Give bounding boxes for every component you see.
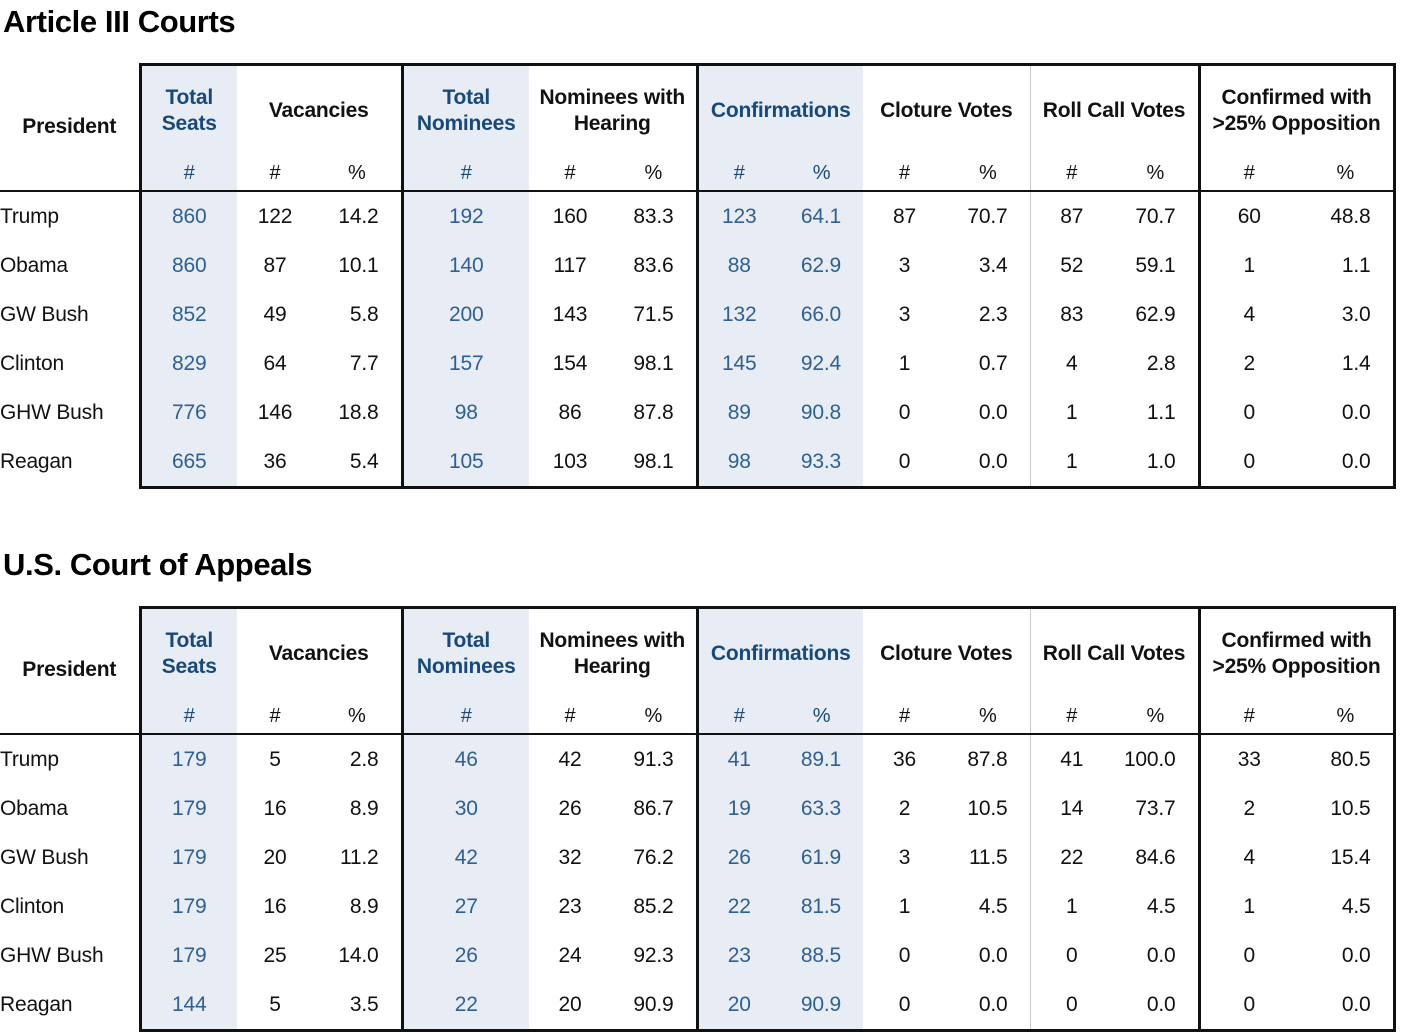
data-cell: 63.3 [780, 784, 863, 833]
data-cell: 0.0 [1298, 980, 1394, 1031]
president-name: Clinton [0, 351, 64, 375]
data-cell: 24 [558, 943, 582, 967]
data-cell: 86.7 [633, 796, 674, 820]
data-cell: 852 [140, 290, 237, 339]
count-subheader: # [1030, 156, 1113, 191]
president-name: GHW Bush [0, 943, 104, 967]
data-cell: 829 [140, 339, 237, 388]
count-subheader: # [140, 699, 237, 734]
count-subheader: # [1199, 699, 1298, 734]
percent-subheader: % [946, 156, 1030, 191]
data-cell: 87 [263, 253, 287, 277]
data-cell: 1 [1030, 388, 1113, 437]
percent-subheader: % [946, 699, 1030, 734]
data-cell: 83 [1030, 290, 1113, 339]
data-cell: 98 [697, 437, 780, 488]
data-cell: 92.4 [780, 339, 863, 388]
table-row [0, 833, 1394, 882]
data-cell: 8.9 [349, 796, 379, 820]
table-row [0, 437, 1394, 488]
data-cell: 122 [257, 204, 293, 228]
column-group-header-cloture-votes: Cloture Votes [863, 65, 1030, 157]
count-subheader: # [697, 156, 780, 191]
data-cell: 98.1 [633, 351, 674, 375]
data-cell: 23 [558, 894, 582, 918]
data-cell: 0 [1199, 437, 1298, 488]
data-cell: 103 [529, 437, 611, 488]
percent-subheader: % [780, 699, 863, 734]
data-cell: 1 [1030, 437, 1113, 488]
data-cell: 0 [1030, 980, 1113, 1031]
president-name: GHW Bush [0, 400, 104, 424]
data-cell: 0 [863, 980, 946, 1031]
data-cell: 90.9 [611, 980, 697, 1031]
data-cell: 143 [552, 302, 588, 326]
data-cell: 144 [140, 980, 237, 1031]
data-cell: 0.0 [1298, 437, 1394, 488]
data-cell: 26 [402, 931, 529, 980]
count-subheader: # [402, 699, 529, 734]
data-cell: 1 [1199, 882, 1298, 931]
data-cell: 10.5 [967, 796, 1008, 820]
data-cell: 42 [558, 747, 582, 771]
percent-subheader: % [1298, 156, 1394, 191]
data-cell: 81.5 [780, 882, 863, 931]
table-row [0, 241, 1394, 290]
data-cell: 665 [140, 437, 237, 488]
data-cell: 10.5 [1298, 784, 1394, 833]
data-cell: 1 [898, 351, 911, 375]
column-group-header-confirmations: Confirmations [697, 608, 863, 700]
data-cell: 117 [553, 253, 587, 277]
data-cell: 105 [402, 437, 529, 488]
data-cell: 87 [1030, 191, 1113, 241]
data-cell: 200 [402, 290, 529, 339]
data-cell: 1.1 [1298, 241, 1394, 290]
data-cell: 14 [1030, 784, 1113, 833]
table-row [0, 339, 1394, 388]
data-cell: 26 [697, 833, 780, 882]
column-group-header-nominees-with-hearing: Nominees with Hearing [529, 65, 697, 157]
data-cell: 11.2 [339, 845, 379, 869]
president-name: Reagan [0, 993, 73, 1017]
data-cell: 84.6 [1135, 845, 1176, 869]
data-cell: 42 [402, 833, 529, 882]
data-cell: 4 [1030, 339, 1113, 388]
data-cell: 32 [558, 845, 582, 869]
president-name: Clinton [0, 894, 64, 918]
data-cell: 1.0 [1113, 437, 1199, 488]
data-cell: 0.0 [1146, 943, 1176, 967]
data-cell: 98 [402, 388, 529, 437]
us-court-of-appeals-section [0, 489, 1402, 1032]
data-cell: 22 [697, 882, 780, 931]
data-cell: 0.0 [946, 980, 1030, 1031]
column-group-header-total-nominees: Total Nominees [402, 608, 529, 700]
percent-subheader: % [1113, 699, 1199, 734]
data-cell: 140 [402, 241, 529, 290]
data-cell: 157 [402, 339, 529, 388]
data-cell: 70.7 [1135, 204, 1176, 228]
president-name: Obama [0, 253, 68, 277]
count-subheader: # [140, 156, 237, 191]
column-group-header-confirmations: Confirmations [697, 65, 863, 157]
data-cell: 0 [898, 943, 911, 967]
data-cell: 87.8 [633, 400, 674, 424]
data-cell: 5 [237, 980, 313, 1031]
data-cell: 23 [697, 931, 780, 980]
data-cell: 89 [697, 388, 780, 437]
count-subheader: # [863, 156, 946, 191]
president-name: Trump [0, 204, 59, 228]
article-iii-courts-section [0, 0, 1402, 489]
table-title-us-court-of-appeals: U.S. Court of Appeals [3, 547, 313, 582]
data-cell: 4.5 [978, 894, 1008, 918]
data-cell: 2.3 [978, 302, 1008, 326]
data-cell: 83.6 [633, 253, 674, 277]
data-cell: 0.0 [1298, 931, 1394, 980]
column-group-header-vacancies: Vacancies [237, 65, 402, 157]
data-cell: 88 [697, 241, 780, 290]
data-cell: 89.1 [780, 734, 863, 784]
percent-subheader: % [611, 699, 697, 734]
data-cell: 1 [1030, 882, 1113, 931]
data-cell: 60 [1199, 191, 1298, 241]
data-cell: 90.9 [780, 980, 863, 1031]
count-subheader: # [237, 156, 313, 191]
column-group-header-roll-call-votes: Roll Call Votes [1030, 608, 1199, 700]
column-group-header-confirmed-with-25-opposition: Confirmed with >25% Opposition [1199, 65, 1394, 157]
count-subheader: # [402, 156, 529, 191]
column-group-header-total-seats: Total Seats [140, 65, 237, 157]
data-cell: 22 [402, 980, 529, 1031]
column-group-header-nominees-with-hearing: Nominees with Hearing [529, 608, 697, 700]
data-cell: 90.8 [780, 388, 863, 437]
president-column-header: President [0, 608, 140, 735]
data-cell: 1 [1199, 241, 1298, 290]
data-cell: 0 [1030, 931, 1113, 980]
data-cell: 22 [1030, 833, 1113, 882]
data-cell: 179 [140, 734, 237, 784]
data-cell: 71.5 [633, 302, 674, 326]
data-cell: 776 [140, 388, 237, 437]
data-cell: 4 [1199, 833, 1298, 882]
data-cell: 76.2 [633, 845, 674, 869]
us-court-of-appeals-table [0, 606, 1396, 1032]
data-cell: 2.8 [349, 747, 379, 771]
data-cell: 20 [697, 980, 780, 1031]
data-cell: 3.4 [978, 253, 1008, 277]
data-cell: 59.1 [1135, 253, 1176, 277]
table-row [0, 882, 1394, 931]
data-cell: 48.8 [1298, 191, 1394, 241]
data-cell: 20 [263, 845, 287, 869]
president-name: Reagan [0, 450, 73, 474]
column-group-header-roll-call-votes: Roll Call Votes [1030, 65, 1199, 157]
data-cell: 93.3 [780, 437, 863, 488]
data-cell: 70.7 [967, 204, 1008, 228]
data-cell: 123 [697, 191, 780, 241]
data-cell: 91.3 [633, 747, 674, 771]
data-cell: 64 [263, 351, 287, 375]
data-cell: 1.1 [1146, 400, 1176, 424]
data-cell: 0.0 [1113, 980, 1199, 1031]
data-cell: 3 [898, 253, 911, 277]
data-cell: 15.4 [1298, 833, 1394, 882]
data-cell: 62.9 [1135, 302, 1176, 326]
data-cell: 62.9 [780, 241, 863, 290]
data-cell: 0.0 [1298, 388, 1394, 437]
percent-subheader: % [313, 156, 402, 191]
column-group-header-cloture-votes: Cloture Votes [863, 608, 1030, 700]
data-cell: 92.3 [633, 943, 674, 967]
data-cell: 5.8 [349, 302, 379, 326]
data-cell: 80.5 [1298, 734, 1394, 784]
count-subheader: # [1030, 699, 1113, 734]
data-cell: 27 [402, 882, 529, 931]
data-cell: 83.3 [633, 204, 674, 228]
data-cell: 0 [1199, 931, 1298, 980]
president-column-header: President [0, 65, 140, 192]
data-cell: 3.0 [1298, 290, 1394, 339]
count-subheader: # [697, 699, 780, 734]
data-cell: 2 [1199, 339, 1298, 388]
data-cell: 154 [552, 351, 588, 375]
data-cell: 64.1 [780, 191, 863, 241]
data-cell: 160 [552, 204, 588, 228]
percent-subheader: % [611, 156, 697, 191]
data-cell: 1.4 [1298, 339, 1394, 388]
data-cell: 0.0 [978, 943, 1008, 967]
data-cell: 0 [863, 437, 946, 488]
percent-subheader: % [780, 156, 863, 191]
data-cell: 179 [140, 784, 237, 833]
data-cell: 2 [898, 796, 911, 820]
data-cell: 87 [893, 204, 916, 228]
data-cell: 146 [257, 400, 293, 424]
data-cell: 46 [402, 734, 529, 784]
data-cell: 25 [263, 943, 287, 967]
percent-subheader: % [313, 699, 402, 734]
president-name: Obama [0, 796, 68, 820]
count-subheader: # [1199, 156, 1298, 191]
data-cell: 85.2 [633, 894, 674, 918]
data-cell: 4.5 [1298, 882, 1394, 931]
data-cell: 87.8 [967, 747, 1008, 771]
column-group-header-total-seats: Total Seats [140, 608, 237, 700]
president-name: GW Bush [0, 302, 89, 326]
president-name: GW Bush [0, 845, 89, 869]
data-cell: 192 [402, 191, 529, 241]
data-cell: 66.0 [780, 290, 863, 339]
data-cell: 2 [1199, 784, 1298, 833]
data-cell: 36 [237, 437, 313, 488]
table-row [0, 191, 1394, 241]
data-cell: 88.5 [780, 931, 863, 980]
data-cell: 0 [1199, 980, 1298, 1031]
data-cell: 860 [140, 191, 237, 241]
data-cell: 14.0 [338, 943, 379, 967]
data-cell: 33 [1199, 734, 1298, 784]
data-cell: 0 [898, 400, 911, 424]
data-cell: 14.2 [338, 204, 379, 228]
table-row [0, 734, 1394, 784]
data-cell: 179 [140, 833, 237, 882]
data-cell: 4 [1199, 290, 1298, 339]
data-cell: 52 [1030, 241, 1113, 290]
data-cell: 86 [558, 400, 582, 424]
data-cell: 19 [697, 784, 780, 833]
data-cell: 30 [402, 784, 529, 833]
data-cell: 132 [697, 290, 780, 339]
table-row [0, 980, 1394, 1031]
table-row [0, 931, 1394, 980]
data-cell: 20 [529, 980, 611, 1031]
data-cell: 41 [697, 734, 780, 784]
data-cell: 61.9 [780, 833, 863, 882]
data-cell: 49 [263, 302, 287, 326]
data-cell: 5 [269, 747, 281, 771]
data-cell: 16 [263, 796, 287, 820]
data-cell: 41 [1030, 734, 1113, 784]
data-cell: 8.9 [349, 894, 379, 918]
data-cell: 1 [898, 894, 911, 918]
column-group-header-vacancies: Vacancies [237, 608, 402, 700]
data-cell: 0 [1199, 388, 1298, 437]
data-cell: 7.7 [349, 351, 379, 375]
article-iii-courts-table [0, 63, 1396, 489]
president-name: Trump [0, 747, 59, 771]
table-row [0, 784, 1394, 833]
data-cell: 100.0 [1123, 747, 1176, 771]
data-cell: 98.1 [611, 437, 697, 488]
data-cell: 3.5 [313, 980, 402, 1031]
data-cell: 36 [893, 747, 916, 771]
percent-subheader: % [1298, 699, 1394, 734]
data-cell: 0.7 [978, 351, 1008, 375]
column-group-header-total-nominees: Total Nominees [402, 65, 529, 157]
data-cell: 18.8 [338, 400, 379, 424]
table-row [0, 388, 1394, 437]
count-subheader: # [237, 699, 313, 734]
table-title-article-iii-courts: Article III Courts [3, 4, 236, 39]
data-cell: 145 [697, 339, 780, 388]
data-cell: 2.8 [1146, 351, 1176, 375]
data-cell: 860 [140, 241, 237, 290]
data-cell: 0.0 [978, 400, 1008, 424]
data-cell: 5.4 [313, 437, 402, 488]
data-cell: 3 [898, 845, 911, 869]
count-subheader: # [529, 699, 611, 734]
data-cell: 73.7 [1135, 796, 1176, 820]
data-cell: 179 [140, 931, 237, 980]
count-subheader: # [863, 699, 946, 734]
percent-subheader: % [1113, 156, 1199, 191]
data-cell: 4.5 [1146, 894, 1176, 918]
data-cell: 26 [558, 796, 582, 820]
data-cell: 3 [898, 302, 911, 326]
data-cell: 16 [263, 894, 287, 918]
data-cell: 11.5 [968, 845, 1008, 869]
data-cell: 10.1 [338, 253, 379, 277]
column-group-header-confirmed-with-25-opposition: Confirmed with >25% Opposition [1199, 608, 1394, 700]
data-cell: 179 [140, 882, 237, 931]
count-subheader: # [529, 156, 611, 191]
table-row [0, 290, 1394, 339]
data-cell: 0.0 [946, 437, 1030, 488]
